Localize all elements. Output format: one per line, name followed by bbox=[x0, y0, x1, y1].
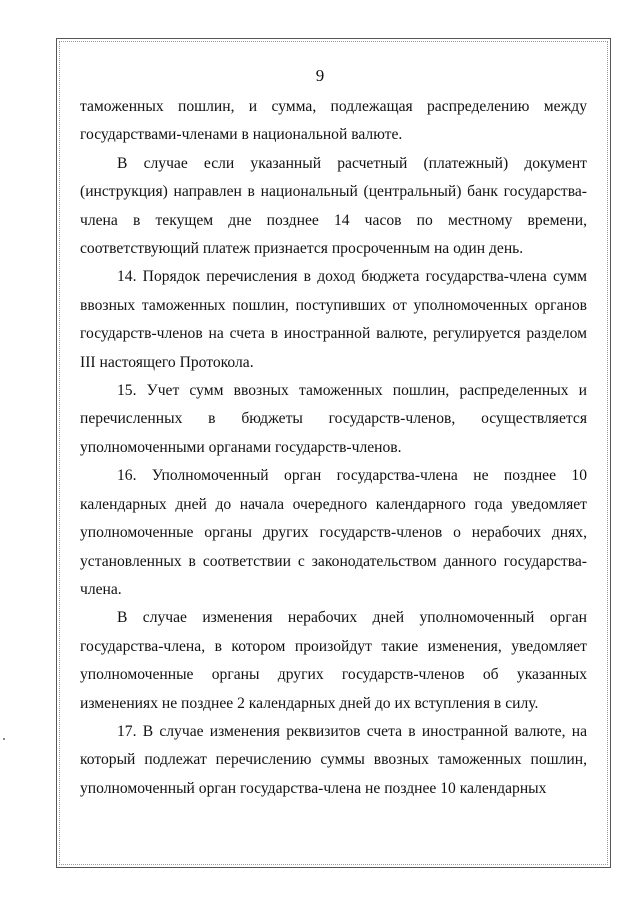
paragraph-continuation: таможенных пошлин, и сумма, подлежащая распределению между государствами-членами в национальной валюте. bbox=[80, 98, 587, 144]
paragraph-payment-deadline: В случае если указанный расчетный (платежный) документ (инструкция) направлен в национальный (центральный) банк государства-члена в текущем дне позднее 14 часов по местному времени, соответствующий платеж признается просроченным на один день. bbox=[80, 154, 587, 258]
paragraph-item-17: 17. В случае изменения реквизитов счета в иностранной валюте, на который подлежат перечислению суммы ввозных таможенных пошлин, уполномоченный орган государства-члена не позднее 10 календарных bbox=[80, 722, 587, 797]
paragraph-item-14: 14. Порядок перечисления в доход бюджета государства-члена сумм ввозных таможенных пошлин, поступивших от уполномоченных органов государств-членов на счета в иностранной валюте, регулируется разделом III настоящего Протокола. bbox=[80, 268, 587, 371]
paragraph-nonworking-days-change: В случае изменения нерабочих дней уполномоченный орган государства-члена, в котором произойдут такие изменения, уведомляет уполномоченные органы других государств-членов об указанных изменениях не позднее 2 календарных дней до их вступления в силу. bbox=[80, 609, 587, 712]
scan-speck bbox=[3, 738, 5, 740]
document-body bbox=[80, 93, 587, 803]
page-number: 9 bbox=[315, 66, 325, 85]
paragraph-item-16: 16. Уполномоченный орган государства-члена не позднее 10 календарных дней до начала очередного календарного года уведомляет уполномоченные органы других государств-членов о нерабочих днях, установленных в соответствии с законодательством данного государства-члена. bbox=[80, 467, 587, 598]
paragraph-item-15: 15. Учет сумм ввозных таможенных пошлин, распределенных и перечисленных в бюджеты государств-членов, осуществляется уполномоченными органами государств-членов. bbox=[80, 382, 587, 456]
